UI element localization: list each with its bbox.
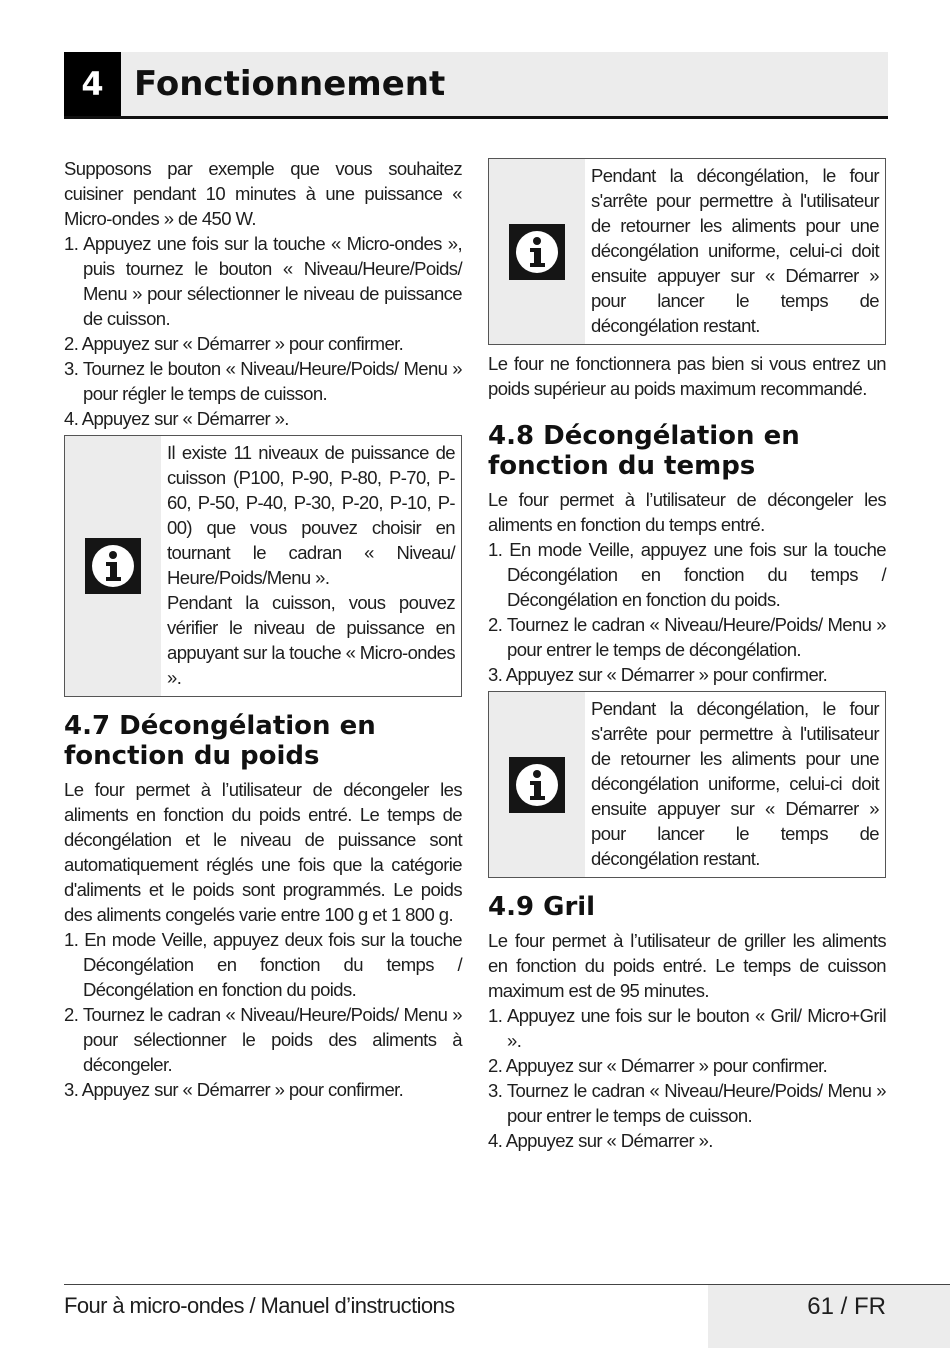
defrost-time-steps bbox=[488, 537, 886, 687]
info-note-power-levels bbox=[64, 435, 462, 697]
section-heading-4-7: 4.7 Décongélation en fonction du poids bbox=[64, 711, 376, 771]
chapter-title: Fonctionnement bbox=[134, 64, 446, 104]
list-item: 3. Appuyez sur « Démarrer » pour confirmer. bbox=[64, 1079, 404, 1100]
note-text: Il existe 11 niveaux de puissance de cuisson (P100, P-90, P-80, P-70, P-60, P-50, P-40, P-30, P-20, P-10, P-00) que vous pouvez choisir en tournant le cadran « Niveau/ Heure/Poids/Menu ». bbox=[167, 442, 455, 588]
list-item: 2. Tournez le cadran « Niveau/Heure/Poids/ Menu » pour entrer le temps de décongélation. bbox=[488, 614, 886, 660]
list-item: 1. En mode Veille, appuyez deux fois sur la touche Décongélation en fonction du temps / Décongélation en fonction du poids. bbox=[64, 929, 462, 1000]
right-column bbox=[488, 156, 886, 1153]
list-item: 2. Tournez le cadran « Niveau/Heure/Poids/ Menu » pour sélectionner le poids des aliments à décongeler. bbox=[64, 1004, 462, 1075]
list-item: 3. Tournez le cadran « Niveau/Heure/Poids/ Menu » pour entrer le temps de cuisson. bbox=[488, 1080, 886, 1126]
section-heading-4-8: 4.8 Décongélation en fonction du temps bbox=[488, 421, 800, 481]
section-heading-4-9: 4.9 Gril bbox=[488, 892, 596, 922]
info-note-defrost-time bbox=[488, 691, 886, 878]
section-4-8-body: Le four permet à l’utilisateur de décongeler les aliments en fonction du temps entré. bbox=[488, 489, 886, 535]
section-4-9-body: Le four permet à l’utilisateur de griller les aliments en fonction du poids entré. Le temps de cuisson maximum est de 95 minutes. bbox=[488, 930, 886, 1001]
info-icon bbox=[509, 757, 565, 813]
list-item: 4. Appuyez sur « Démarrer ». bbox=[488, 1130, 713, 1151]
footer-manual-title: Four à micro-ondes / Manuel d’instructions bbox=[64, 1293, 455, 1318]
note-text: Pendant la décongélation, le four s'arrête pour permettre à l'utilisateur de retourner les aliments pour une décongélation uniforme, celui-ci doit ensuite appuyer sur « Démarrer » pour lancer le temps de décongélation restant. bbox=[591, 698, 879, 869]
list-item: 3. Appuyez sur « Démarrer » pour confirmer. bbox=[488, 664, 828, 685]
note-text: Pendant la décongélation, le four s'arrête pour permettre à l'utilisateur de retourner les aliments pour une décongélation uniforme, celui-ci doit ensuite appuyer sur « Démarrer » pour lancer le temps de décongélation restant. bbox=[591, 165, 879, 336]
list-item: 1. Appuyez une fois sur le bouton « Gril/ Micro+Gril ». bbox=[488, 1005, 886, 1051]
chapter-header bbox=[64, 52, 888, 119]
chapter-number: 4 bbox=[64, 52, 121, 116]
list-item: 1. En mode Veille, appuyez une fois sur la touche Décongélation en fonction du temps / Décongélation en fonction du poids. bbox=[488, 539, 886, 610]
list-item: 1. Appuyez une fois sur la touche « Micro-ondes », puis tournez le bouton « Niveau/Heure/Poids/ Menu » pour sélectionner le niveau de puissance de cuisson. bbox=[64, 233, 462, 329]
defrost-weight-steps bbox=[64, 927, 462, 1102]
list-item: 4. Appuyez sur « Démarrer ». bbox=[64, 408, 289, 429]
info-icon bbox=[85, 538, 141, 594]
list-item: 2. Appuyez sur « Démarrer » pour confirmer. bbox=[488, 1055, 828, 1076]
intro-paragraph: Supposons par exemple que vous souhaitez cuisiner pendant 10 minutes à une puissance « Micro-ondes » de 450 W. bbox=[64, 158, 462, 229]
list-item: 2. Appuyez sur « Démarrer » pour confirmer. bbox=[64, 333, 404, 354]
section-4-7-body: Le four permet à l’utilisateur de décongeler les aliments en fonction du poids entré. Le temps de décongélation et le niveau de puissance sont automatiquement réglés une fois que la catégorie d'aliments et le poids sont programmés. Le poids des aliments congelés varie entre 100 g et 1 800 g. bbox=[64, 779, 462, 925]
list-item: 3. Tournez le bouton « Niveau/Heure/Poids/ Menu » pour régler le temps de cuisson. bbox=[64, 358, 462, 404]
note-text: Pendant la cuisson, vous pouvez vérifier le niveau de puissance en appuyant sur la touche « Micro-ondes ». bbox=[167, 592, 455, 688]
grill-steps bbox=[488, 1003, 886, 1153]
page-number: 61 / FR bbox=[708, 1285, 950, 1348]
info-note-defrost bbox=[488, 158, 886, 345]
cooking-steps bbox=[64, 231, 462, 431]
left-column bbox=[64, 156, 462, 1102]
weight-warning: Le four ne fonctionnera pas bien si vous entrez un poids supérieur au poids maximum recommandé. bbox=[488, 353, 886, 399]
info-icon bbox=[509, 224, 565, 280]
